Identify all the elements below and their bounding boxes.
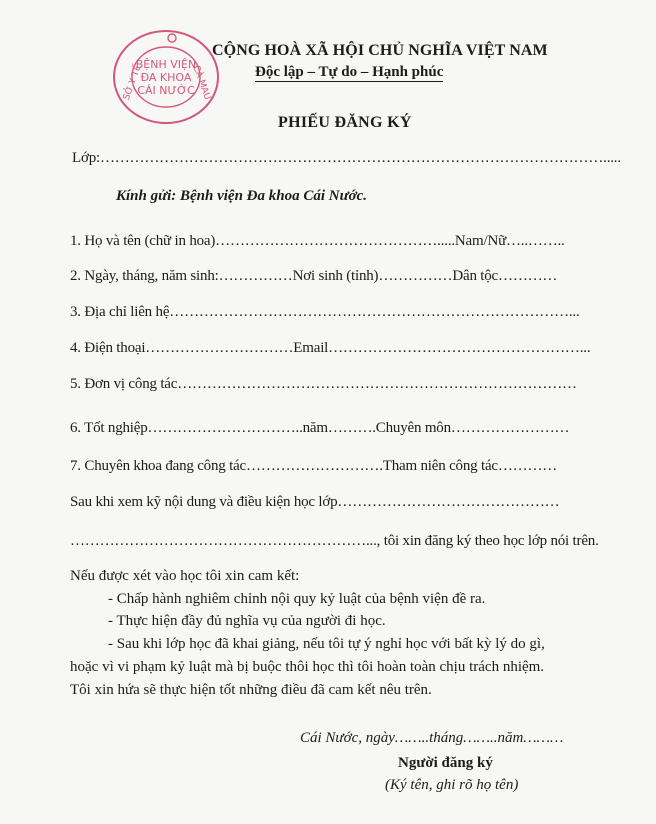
commitment-intro: Nếu được xét vào học tôi xin cam kết: xyxy=(70,568,300,584)
stamp-line-1: BỆNH VIỆN xyxy=(135,58,197,71)
stamp-line-3: CÁI NƯỚC xyxy=(137,84,195,97)
signer-label: Người đăng ký xyxy=(398,755,493,771)
after-review-line-1[interactable]: Sau khi xem kỹ nội dung và điều kiện học lớp……………………………………… xyxy=(70,494,560,510)
national-motto: Độc lập – Tự do – Hạnh phúc xyxy=(255,64,444,80)
stamp-line-2: ĐA KHOA xyxy=(140,71,192,84)
field-workplace[interactable]: 5. Đơn vị công tác……………………………………………………………………… xyxy=(70,376,577,392)
stamp-right-text: CÀ MAU xyxy=(190,64,213,102)
stamp-left-text: SỞ Y TẾ xyxy=(121,63,144,102)
field-birth-info[interactable]: 2. Ngày, tháng, năm sinh:……………Nơi sinh (tỉnh)……………Dân tộc………… xyxy=(70,268,558,284)
field-address[interactable]: 3. Địa chỉ liên hệ………………………………………………………………………... xyxy=(70,304,580,320)
promise-text: Tôi xin hứa sẽ thực hiện tốt những điều đã cam kết nêu trên. xyxy=(70,682,432,698)
hospital-stamp xyxy=(108,26,224,128)
signature-note: (Ký tên, ghi rõ họ tên) xyxy=(385,777,519,793)
national-title: CỘNG HOÀ XÃ HỘI CHỦ NGHĨA VIỆT NAM xyxy=(212,42,548,59)
signature-date-line[interactable]: Cái Nước, ngày……..tháng……..năm……… xyxy=(300,730,564,746)
commitment-3-cont: hoặc vì vi phạm kỷ luật mà bị buộc thôi học thì tôi hoàn toàn chịu trách nhiệm. xyxy=(70,659,545,675)
field-graduation[interactable]: 6. Tốt nghiệp…………………………..năm……….Chuyên môn…………………… xyxy=(70,420,570,436)
commitment-3: - Sau khi lớp học đã khai giảng, nếu tôi tự ý nghỉ học với bất kỳ lý do gì, xyxy=(108,636,545,652)
commitment-2: - Thực hiện đầy đủ nghĩa vụ của người đi học. xyxy=(108,613,386,629)
class-field[interactable]: Lớp:…………………………………………………………………………………………..... xyxy=(72,150,621,166)
commitment-1: - Chấp hành nghiêm chỉnh nội quy kỷ luật của bệnh viện đề ra. xyxy=(108,591,486,607)
field-phone-email[interactable]: 4. Điện thoại…………………………Email……………………………………………... xyxy=(70,340,591,356)
field-full-name[interactable]: 1. Họ và tên (chữ in hoa)……………………………………….....Nam/Nữ…..…….. xyxy=(70,233,565,249)
form-title: PHIẾU ĐĂNG KÝ xyxy=(278,114,412,131)
addressee: Kính gửi: Bệnh viện Đa khoa Cái Nước. xyxy=(116,188,368,204)
field-specialty[interactable]: 7. Chuyên khoa đang công tác……………………….Tham niên công tác………… xyxy=(70,458,558,474)
after-review-line-2[interactable]: ……………………………………………………..., tôi xin đăng ký theo học lớp nói trên. xyxy=(70,533,599,549)
